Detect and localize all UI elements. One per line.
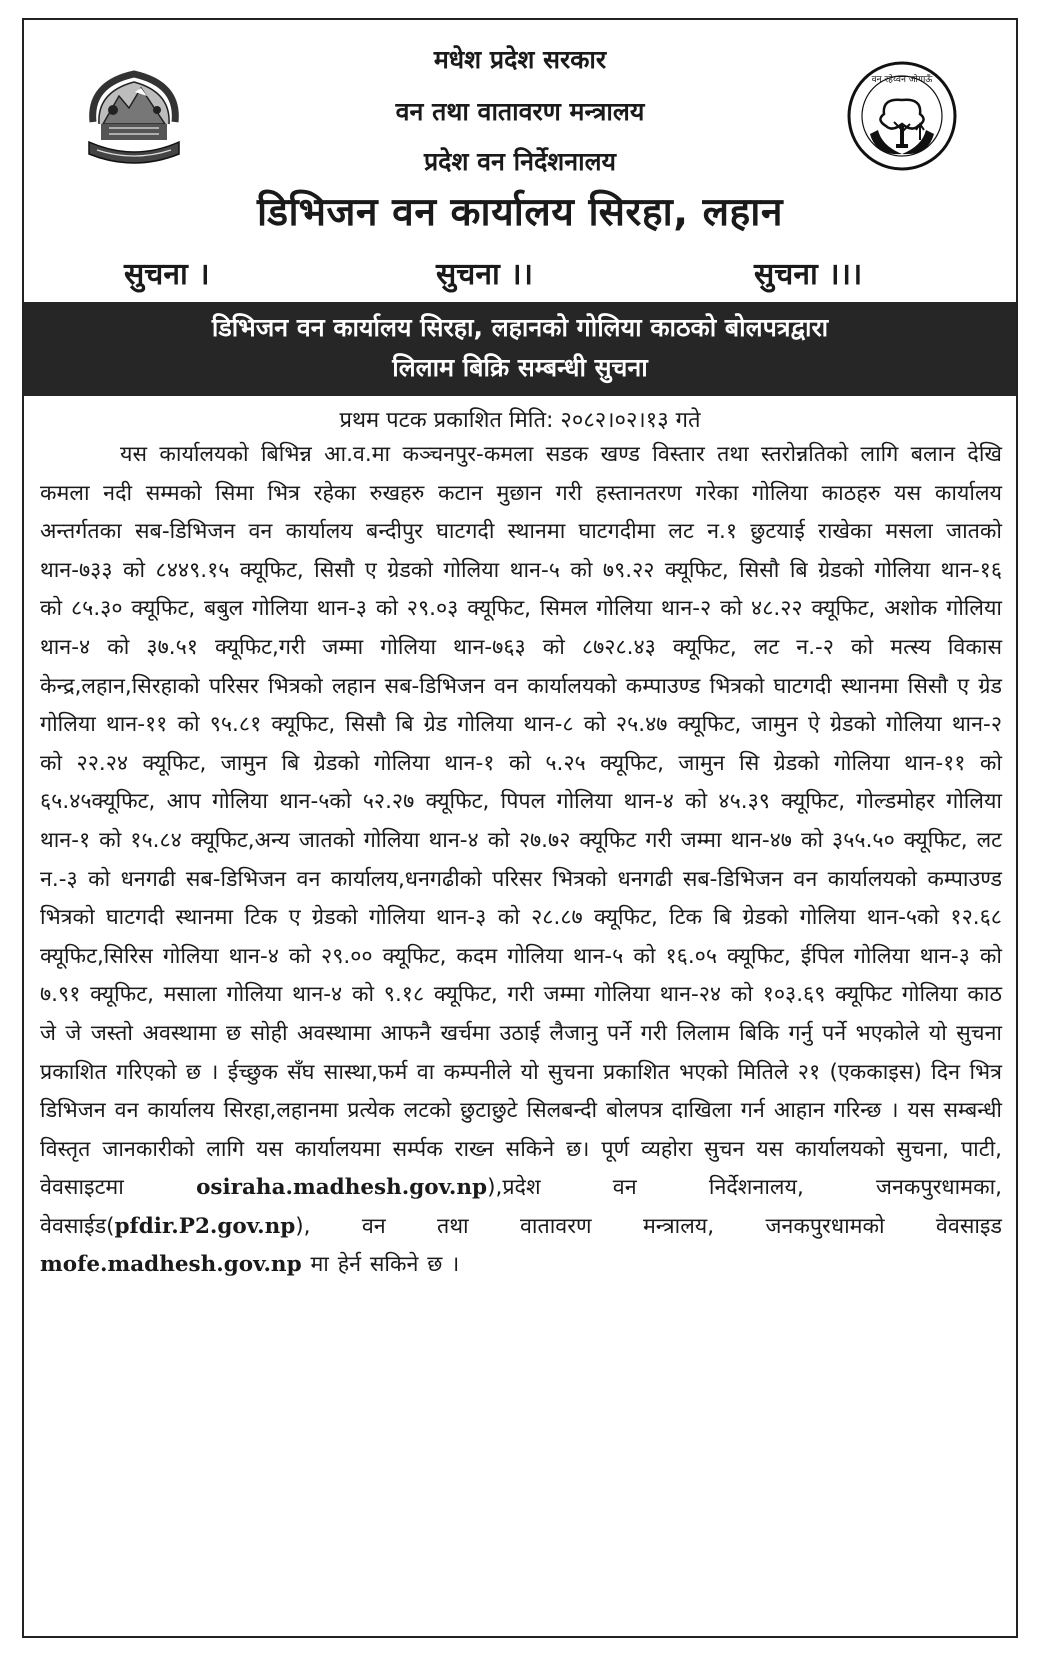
notice-label-3: सुचना ।।। (754, 257, 863, 292)
government-name: मधेश प्रदेश सरकार (433, 45, 607, 74)
body-paragraph: यस कार्यालयको बिभिन्न आ.व.मा कञ्चनपुर-कमला सडक खण्ड विस्तार तथा स्तरोन्नतिको लागि बलान देखि कमला नदी सम्मको सिमा भित्र रहेका रुखहरु कटान मुछान गरी हस्तानतरण गरेका गोलिया काठहरु यस कार्यालय अन्तर्गतका सब-डिभिजन वन कार्यालय बन्दीपुर घाटगदी स्थानमा घाटगदीमा लट न.१ छुटयाई राखेका मसला जातको थान-७३३ को ८४४९.१५ क्यूफिट, सिसौ ए ग्रेडको गोलिया थान-५ को ७९.२२ क्यूफिट, सिसौ बि ग्रेडको गोलिया थान-१६ को ८५.३० क्यूफिट, बबुल गोलिया थान-३ को २९.०३ क्यूफिट, सिमल गोलिया थान-२ को ४८.२२ क्यूफिट, अशोक गोलिया थान-४ को ३७.५१ क्यूफिट,गरी जम्मा गोलिया थान-७६३ को ८७२८.४३ क्यूफिट, लट न.-२ को मत्स्य विकास केन्द्र,लहान,सिरहाको परिसर भित्रको लहान सब-डिभिजन वन कार्यालयको कम्पाउण्ड भित्रको घाटगदी स्थानमा सिसौ ए ग्रेड गोलिया थान-११ को ९५.८१ क्यूफिट, सिसौ बि ग्रेड गोलिया थान-८ को २५.४७ क्यूफिट, जामुन ऐ ग्रेडको गोलिया थान-२ को २२.२४ क्यूफिट, जामुन बि ग्रेडको गोलिया थान-१ को ५.२५ क्यूफिट, जामुन सि ग्रेडको गोलिया थान-११ को ६५.४५क्यूफिट, आप गोलिया थान-५को ५२.२७ क्यूफिट, पिपल गोलिया थान-४ को ४५.३९ क्यूफिट, गोल्डमोहर गोलिया थान-१ को १५.८४ क्यूफिट,अन्य जातको गोलिया थान-४ को २७.७२ क्यूफिट गरी जम्मा थान-४७ को ३५५.५० क्यूफिट, लट न.-३ को धनगढी सब-डिभिजन वन कार्यालय,धनगढीको परिसर भित्रको धनगढी सब-डिभिजन वन कार्यालयको कम्पाउण्ड भित्रको घाटगदी स्थानमा टिक ए ग्रेडको गोलिया थान-३ को २८.८७ क्यूफिट, टिक बि ग्रेडको गोलिया थान-५को १२.६८ क्यूफिट,सिरिस गोलिया थान-४ को २९.०० क्यूफिट, कदम गोलिया थान-५ को १६.०५ क्यूफिट, ईपिल गोलिया थान-३ को ७.९१ क्यूफिट, मसाला गोलिया थान-४ को ९.१८ क्यूफिट, गरी जम्मा गोलिया थान-२४ को १०३.६९ क्यूफिट गोलिया काठ जे जे जस्तो अवस्थामा छ सोही अवस्थामा आफनै खर्चमा उठाई लैजानु पर्ने गरी लिलाम बिकि गर्नु पर्ने भएकोले यो सुचना प्रकाशित गरिएको छ । ईच्छुक सँघ सास्था,फर्म वा कम्पनीले यो सुचना प्रकाशित भएको मितिले २१ (एककाइस) दिन भित्र डिभिजन वन कार्यालय सिरहा,लहानमा प्रत्येक लटको छुटाछुटे सिलबन्दी बोलपत्र दाखिला गर्न आहान गरिन्छ । यस सम्बन्धी विस्तृत जानकारीको लागि यस कार्यालयमा सर्म्पक राख्न सकिने छ। पूर्ण व्यहोरा सुचन यस कार्यालयको सुचना, पाटी, वेवसाइटमा (40, 442, 1002, 1201)
office-title: डिभिजन वन कार्यालय सिरहा, लहान (257, 190, 783, 235)
body-segment-1: ),प्रदेश वन निर्देशनालय, जनकपुरधामका, वेवसाईड( (40, 1175, 1002, 1239)
ministry-name: वन तथा वातावरण मन्त्रालय (395, 97, 645, 126)
body-segment-2: ), वन तथा वातावरण मन्त्रालय, जनकपुरधामको वेवसाइड (295, 1213, 1002, 1239)
header (24, 20, 1016, 302)
publication-date: प्रथम पटक प्रकाशित मिति: २०८२।०२।१३ गते (339, 408, 701, 433)
notice-body (24, 436, 1016, 1285)
subject-line-1: डिभिजन वन कार्यालय सिरहा, लहानको गोलिया काठको बोलपत्रद्वारा (211, 313, 829, 342)
notice-label-1: सुचना । (124, 257, 210, 292)
notice-label-2: सुचना ।। (436, 257, 533, 292)
notice-heading-row (24, 252, 1016, 292)
directorate-name: प्रदेश वन निर्देशनालय (423, 147, 617, 176)
subject-banner (24, 302, 1016, 396)
body-ending: मा हेर्न सकिने छ । (301, 1252, 460, 1278)
ministry-website-link[interactable]: mofe.madhesh.gov.np (40, 1252, 302, 1278)
directorate-website-link[interactable]: pfdir.P2.gov.np (114, 1213, 296, 1239)
subject-line-2: लिलाम बिक्रि सम्बन्धी सुचना (392, 353, 648, 382)
office-website-link[interactable]: osiraha.madhesh.gov.np (196, 1175, 488, 1201)
svg-text:वन रहेय्वन जोगाऊँ: वन रहेय्वन जोगाऊँ (871, 75, 933, 85)
notice-sheet (22, 18, 1018, 1638)
